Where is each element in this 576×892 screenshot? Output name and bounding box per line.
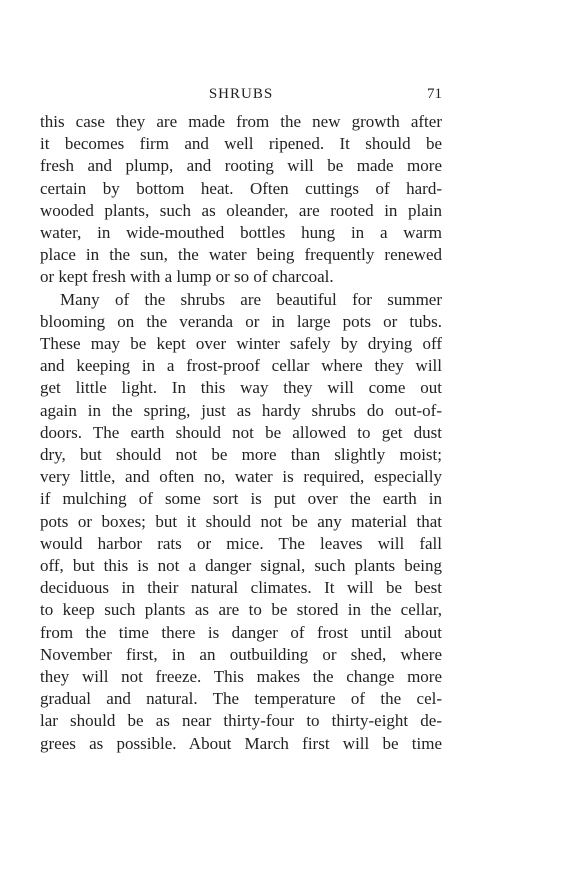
text-line: These may be kept over winter safely by drying off: [40, 334, 442, 354]
text-line: water, in wide-mouthed bottles hung in a warm: [40, 223, 442, 243]
text-line: if mulching of some sort is put over the earth in: [40, 489, 442, 509]
text-line: very little, and often no, water is required, especially: [40, 467, 442, 487]
text-line: from the time there is danger of frost until about: [40, 622, 442, 642]
text-line: would harbor rats or mice. The leaves will fall: [40, 533, 442, 553]
body-text: [40, 111, 442, 755]
text-line: fresh and plump, and rooting will be made more: [40, 156, 442, 176]
text-line: lar should be as near thirty-four to thirty-eight de-: [40, 711, 442, 731]
text-line: it becomes firm and well ripened. It should be: [40, 134, 442, 154]
text-line: dry, but should not be more than slightly moist;: [40, 445, 442, 465]
text-line: deciduous in their natural climates. It will be best: [40, 578, 442, 598]
text-line: wooded plants, such as oleander, are rooted in plain: [40, 200, 442, 220]
text-line: or kept fresh with a lump or so of charcoal.: [40, 267, 334, 287]
paragraph: [40, 289, 442, 755]
text-line: to keep such plants as are to be stored in the cellar,: [40, 600, 442, 620]
text-line: this case they are made from the new growth after: [40, 112, 442, 131]
text-line: place in the sun, the water being frequently renewed: [40, 245, 442, 265]
text-line: grees as possible. About March first will be time: [40, 733, 442, 753]
text-line: Many of the shrubs are beautiful for summer: [60, 289, 442, 309]
text-line: blooming on the veranda or in large pots or tubs.: [40, 311, 442, 331]
text-line: again in the spring, just as hardy shrubs do out-of-: [40, 400, 442, 420]
page-header: [40, 84, 442, 104]
page-number: 71: [427, 86, 442, 102]
text-line: doors. The earth should not be allowed to get dust: [40, 422, 442, 442]
text-line: and keeping in a frost-proof cellar where they will: [40, 356, 442, 376]
text-line: certain by bottom heat. Often cuttings of hard-: [40, 178, 442, 198]
text-line: off, but this is not a danger signal, such plants being: [40, 556, 442, 576]
text-line: November first, in an outbuilding or shed, where: [40, 644, 442, 664]
text-line: they will not freeze. This makes the change more: [40, 667, 442, 687]
text-line: get little light. In this way they will come out: [40, 378, 442, 398]
paragraph: [40, 111, 442, 289]
text-line: pots or boxes; but it should not be any material that: [40, 511, 442, 531]
text-line: gradual and natural. The temperature of the cel-: [40, 689, 442, 709]
running-head: SHRUBS: [208, 86, 274, 102]
